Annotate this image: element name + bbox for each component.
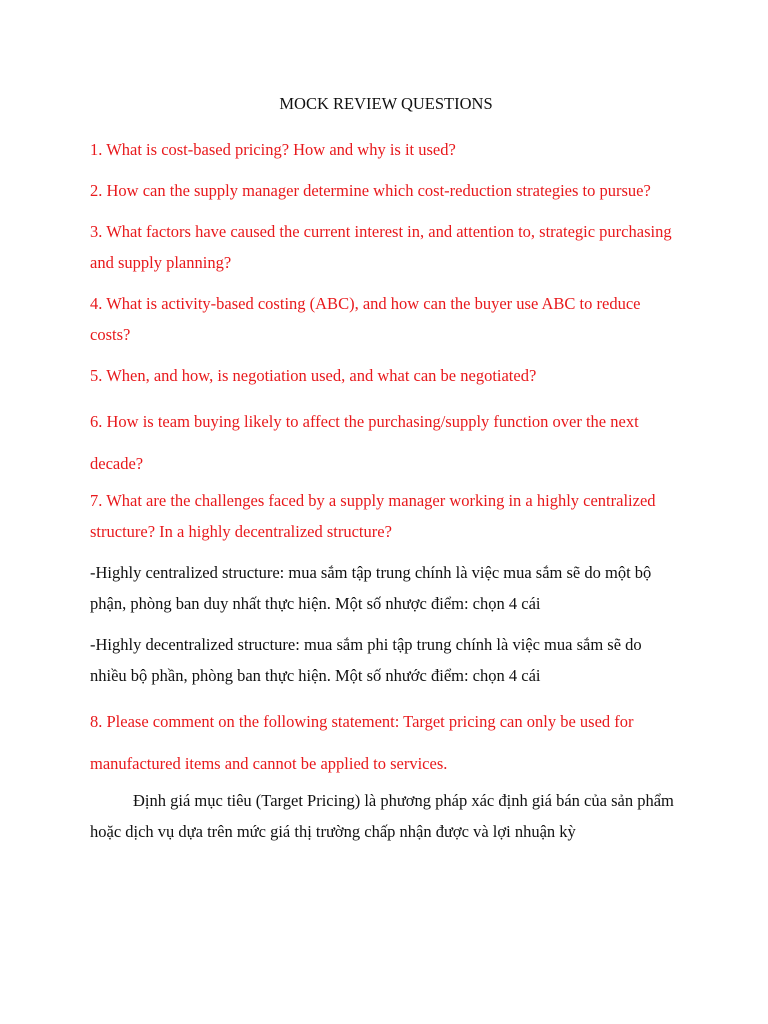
answer-decentralized: -Highly decentralized structure: mua sắm phi tập trung chính là việc mua sắm sẽ do nhiều bộ phần, phòng ban thực hiện. Một số nhước điểm: chọn 4 cái — [90, 635, 642, 685]
question-7: 7. What are the challenges faced by a supply manager working in a highly centralized structure? In a highly decentralized structure? — [90, 491, 656, 541]
question-3: 3. What factors have caused the current interest in, and attention to, strategic purchasing and supply planning? — [90, 222, 672, 272]
answer-centralized: -Highly centralized structure: mua sắm tập trung chính là việc mua sắm sẽ do một bộ phận, phòng ban duy nhất thực hiện. Một số nhược điểm: chọn 4 cái — [90, 563, 652, 613]
question-4: 4. What is activity-based costing (ABC), and how can the buyer use ABC to reduce costs? — [90, 294, 641, 344]
question-1: 1. What is cost-based pricing? How and why is it used? — [90, 140, 456, 159]
question-2: 2. How can the supply manager determine which cost-reduction strategies to pursue? — [90, 181, 651, 200]
document-title: MOCK REVIEW QUESTIONS — [279, 94, 493, 113]
question-8: 8. Please comment on the following statement: Target pricing can only be used for manufactured items and cannot be applied to services. — [90, 712, 634, 773]
answer-target-pricing: Định giá mục tiêu (Target Pricing) là phương pháp xác định giá bán của sản phẩm hoặc dịch vụ dựa trên mức giá thị trường chấp nhận được và lợi nhuận kỳ — [90, 791, 674, 841]
question-6: 6. How is team buying likely to affect the purchasing/supply function over the next decade? — [90, 412, 639, 473]
question-5: 5. When, and how, is negotiation used, and what can be negotiated? — [90, 366, 537, 385]
